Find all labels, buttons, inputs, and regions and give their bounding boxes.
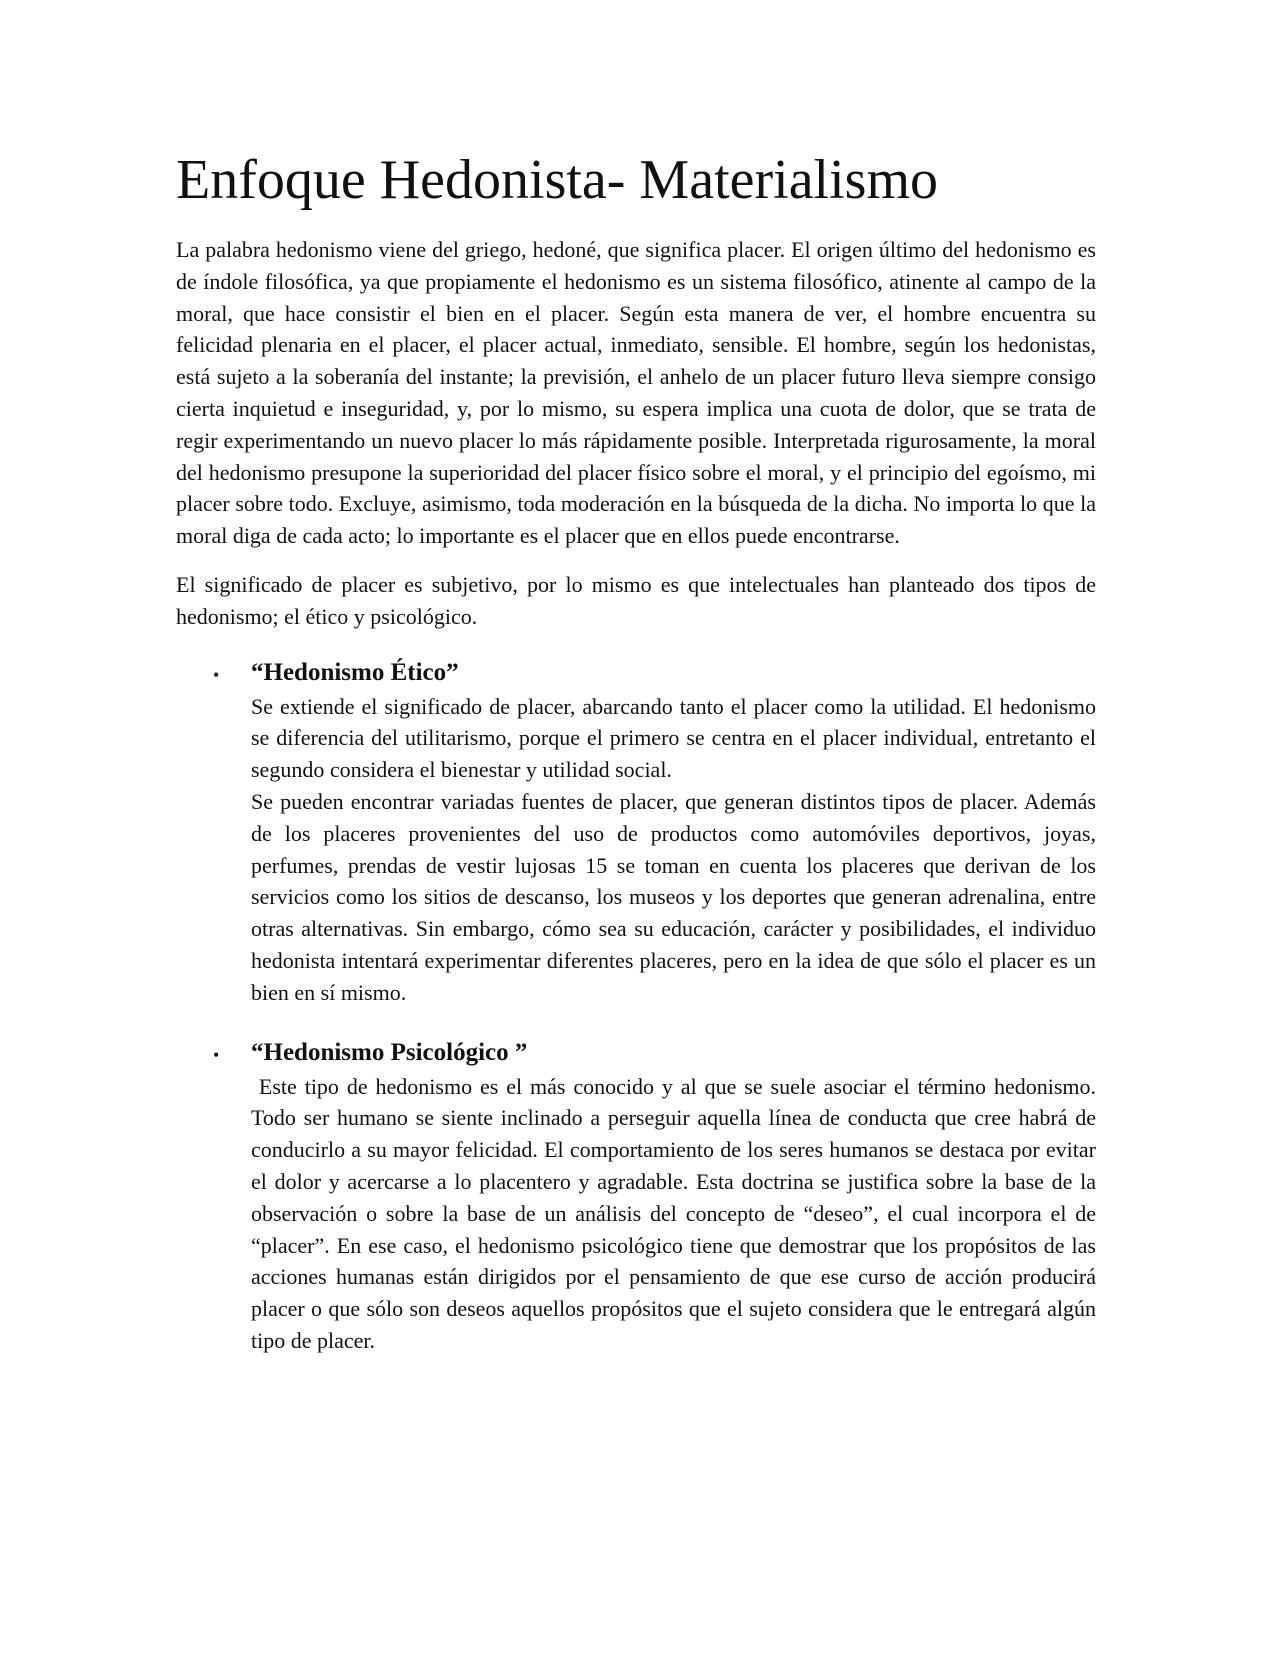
section-paragraph: Se pueden encontrar variadas fuentes de placer, que generan distintos tipos de placer. Además de los placeres provenientes del uso de productos como automóviles deportivos, joyas, perfumes, prendas de vestir lujosas 15 se toman en cuenta los placeres que derivan de los servicios como los sitios de descanso, los museos y los deportes que generan adrenalina, entre otras alternativas. Sin embargo, cómo sea su educación, carácter y posibilidades, el individuo hedonista intentará experimentar diferentes placeres, pero en la idea de que sólo el placer es un bien en sí mismo. [251,788,1096,1005]
section-hedonismo-etico [176,657,1096,1009]
document-title: Enfoque Hedonista- Materialismo [176,149,939,211]
intro-paragraph: La palabra hedonismo viene del griego, hedoné, que significa placer. El origen último del hedonismo es de índole filosófica, ya que propiamente el hedonismo es un sistema filosófico, atinente al campo de la moral, que hace consistir el bien en el placer. Según esta manera de ver, el hombre encuentra su felicidad plenaria en el placer, el placer actual, inmediato, sensible. El hombre, según los hedonistas, está sujeto a la soberanía del instante; la previsión, el anhelo de un placer futuro lleva siempre consigo cierta inquietud e inseguridad, y, por lo mismo, su espera implica una cuota de dolor, que se trata de regir experimentando un nuevo placer lo más rápidamente posible. Interpretada rigurosamente, la moral del hedonismo presupone la superioridad del placer físico sobre el moral, y el principio del egoísmo, mi placer sobre todo. Excluye, asimismo, toda moderación en la búsqueda de la dicha. No importa lo que la moral diga de cada acto; lo importante es el placer que en ellos puede encontrarse. [176,237,1096,549]
section-paragraph: Este tipo de hedonismo es el más conocido y al que se suele asociar el término hedonismo. Todo ser humano se siente inclinado a perseguir aquella línea de conducta que cree habrá de conducirlo a su mayor felicidad. El comportamiento de los seres humanos se destaca por evitar el dolor y acercarse a lo placentero y agradable. Esta doctrina se justifica sobre la base de la observación o sobre la base de un análisis del concepto de “deseo”, el cual incorpora el de “placer”. En ese caso, el hedonismo psicológico tiene que demostrar que los propósitos de las acciones humanas están dirigidos por el pensamiento de que ese curso de acción producirá placer o que sólo son deseos aquellos propósitos que el sujeto considera que le entregará algún tipo de placer. [251,1073,1102,1353]
document-body [176,148,1102,1385]
section-paragraph: Se extiende el significado de placer, abarcando tanto el placer como la utilidad. El hedonismo se diferencia del utilitarismo, porque el primero se centra en el placer individual, entretanto el segundo considera el bienestar y utilidad social. [251,693,1096,783]
bullet-icon: • [213,664,220,685]
bullet-icon: • [213,1044,220,1065]
section-heading: “Hedonismo Ético” [251,658,459,686]
section-hedonismo-psicologico [176,1037,1102,1357]
section-heading: “Hedonismo Psicológico ” [251,1038,528,1066]
types-paragraph: El significado de placer es subjetivo, por lo mismo es que intelectuales han planteado dos tipos de hedonismo; el ético y psicológico. [176,571,1096,629]
